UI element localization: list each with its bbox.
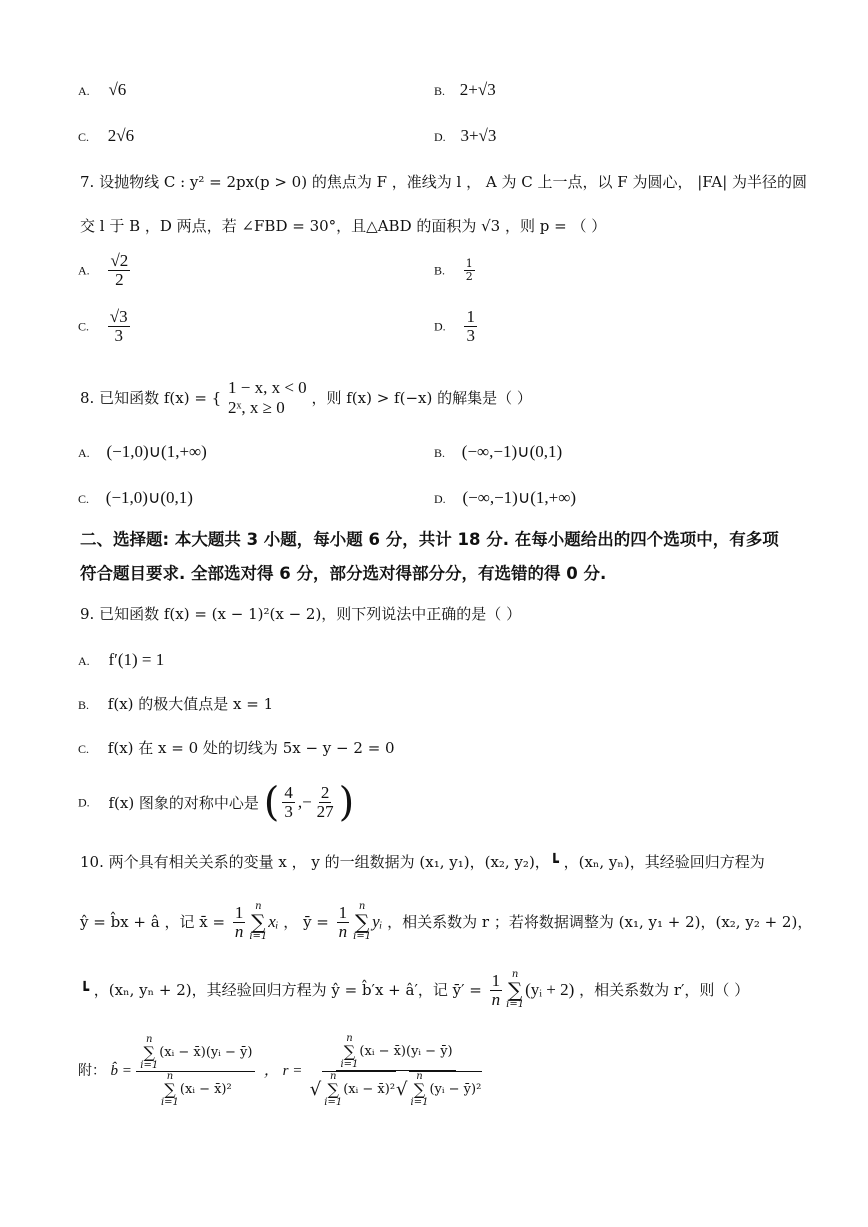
- q7-option-b-fraction: $\frac{1}{2}$: [465, 257, 473, 283]
- q7-option-c: C. $\frac{√3}{3}$: [78, 307, 128, 345]
- q10-stem-line3: ┗ ，(xₙ, yₙ + 2)，其经验回归方程为 ŷ = b̂′x + â′，记 ȳ′ = $\frac{1}{n}$ n ∑ i=1 (yᵢ + 2) ，相关系数为 r′，则（ ）: [80, 969, 750, 1010]
- q9-center-y: $\frac{2}{27}$: [316, 783, 334, 821]
- q6-option-c-text: 2√6: [107, 126, 135, 145]
- q7-option-a: A. $\frac{√2}{2}$: [78, 251, 129, 289]
- q8-option-c: C. (−1,0)∪(0,1): [78, 488, 193, 507]
- q7-option-a-fraction: $\frac{√2}{2}$: [110, 251, 129, 289]
- q10-appendix: 附： b̂ = n ∑ i=1 (xᵢ − x̄)(yᵢ − ȳ) n ∑ i=1 (xᵢ − x̄)² ， r = n ∑ i=1 (xᵢ − x̄)(yᵢ − ȳ) √ n ∑ i=1 (xᵢ − x̄)²√ n ∑ i=1 (yᵢ − ȳ)²: [78, 1034, 485, 1108]
- q9-option-a: A. f′(1) = 1: [78, 650, 165, 669]
- q7-option-d: D. $\frac{1}{3}$: [434, 307, 475, 345]
- q9-option-d: D. f(x) 图象的对称中心是 ( $\frac{4}{3}$ ,− $\frac{2}{27}$ ): [78, 779, 355, 826]
- q8-piecewise: 1 − x, x < 0 2ˣ, x ≥ 0: [228, 378, 307, 417]
- b-hat-formula: n ∑ i=1 (xᵢ − x̄)(yᵢ − ȳ) n ∑ i=1 (xᵢ − x̄)²: [136, 1035, 255, 1108]
- q9-stem: 9. 已知函数 f(x) = (x − 1)²(x − 2)，则下列说法中正确的是（ ）: [80, 605, 522, 623]
- q10-stem-line2: ŷ = b̂x + â ，记 x̄ = $\frac{1}{n}$ n ∑ i=1 xᵢ ， ȳ = $\frac{1}{n}$ n ∑ i=1 yᵢ ，相关系数为 r ；若将数据调整为 (x₁, y₁ + 2)，(x₂, y₂ + 2)，: [80, 901, 813, 942]
- q10-stem-line1: 10. 两个具有相关关系的变量 x ， y 的一组数据为 (x₁, y₁)，(x₂, y₂)，┗ ，(xₙ, yₙ)，其经验回归方程为: [80, 853, 765, 871]
- q9-option-b: B. f(x) 的极大值点是 x = 1: [78, 695, 274, 713]
- summation-sign: n ∑ i=1: [353, 901, 372, 942]
- q9-center-x: $\frac{4}{3}$: [284, 783, 293, 821]
- q6-option-a-text: √6: [108, 80, 127, 99]
- q7-stem-line1: 7. 设抛物线 C : y² = 2px(p > 0) 的焦点为 F ，准线为 l ， A 为 C 上一点，以 F 为圆心， |FA| 为半径的圆: [80, 173, 808, 191]
- q9-option-c: C. f(x) 在 x = 0 处的切线为 5x − y − 2 = 0: [78, 739, 395, 757]
- summation-sign: n ∑ i=1: [249, 901, 268, 942]
- q8-option-d: D. (−∞,−1)∪(1,+∞): [434, 488, 577, 507]
- q6-option-b: B. 2+√3: [434, 80, 496, 99]
- q6-option-a: A. √6: [78, 80, 127, 99]
- q6-option-c: C. 2√6: [78, 126, 135, 145]
- q6-option-d-text: 3+√3: [460, 126, 497, 145]
- section2-heading-line1: 二、选择题: 本大题共 3 小题，每小题 6 分，共计 18 分. 在每小题给出的四个选项中，有多项: [80, 530, 779, 549]
- q7-option-d-fraction: $\frac{1}{3}$: [466, 307, 475, 345]
- q6-option-d: D. 3+√3: [434, 126, 497, 145]
- q7-option-b: B. $\frac{1}{2}$: [434, 257, 473, 283]
- r-formula: n ∑ i=1 (xᵢ − x̄)(yᵢ − ȳ) √ n ∑ i=1 (xᵢ − x̄)²√ n ∑ i=1 (yᵢ − ȳ)²: [309, 1033, 482, 1108]
- q7-stem-line2: 交 l 于 B ，D 两点，若 ∠FBD = 30°，且△ABD 的面积为 √3 ，则 p = （ ）: [80, 217, 607, 235]
- section2-heading-line2: 符合题目要求. 全部选对得 6 分，部分选对得部分分，有选错的得 0 分.: [80, 564, 607, 583]
- q8-option-b: B. (−∞,−1)∪(0,1): [434, 442, 563, 461]
- q6-option-b-text: 2+√3: [459, 80, 496, 99]
- q7-option-c-fraction: $\frac{√3}{3}$: [109, 307, 128, 345]
- q8-stem: 8. 已知函数 f(x) = { 1 − x, x < 0 2ˣ, x ≥ 0 ，则 f(x) > f(−x) 的解集是（ ）: [80, 378, 532, 417]
- summation-sign: n ∑ i=1: [506, 969, 525, 1010]
- q8-option-a: A. (−1,0)∪(1,+∞): [78, 442, 207, 461]
